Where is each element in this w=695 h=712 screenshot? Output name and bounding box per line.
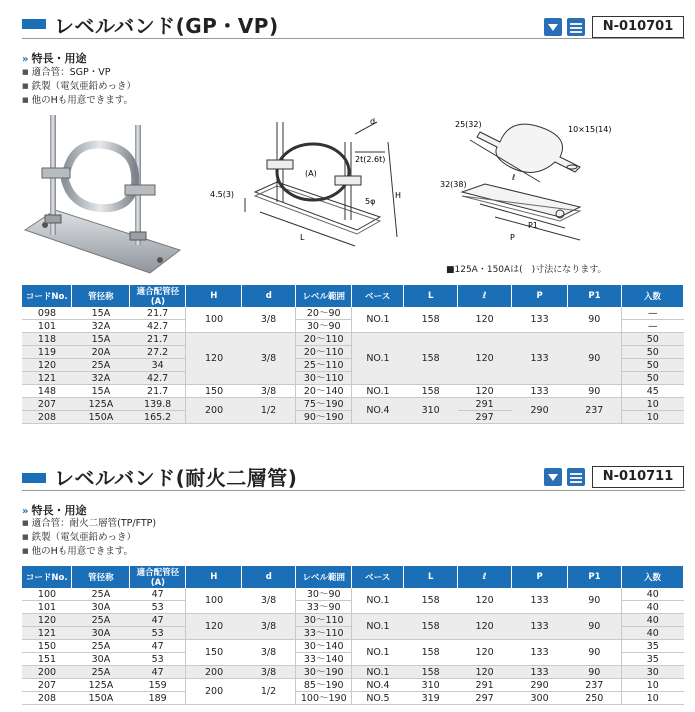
title-marker <box>22 473 46 483</box>
table-header <box>22 566 684 588</box>
table-cell: 33～110 <box>296 627 352 640</box>
table-cell: 1/2 <box>242 398 296 424</box>
column-header: 管径称 <box>72 566 130 588</box>
table-cell: 20～140 <box>296 385 352 398</box>
product-code: N-010701 <box>592 16 684 38</box>
table-cell: 21.7 <box>130 333 186 346</box>
table-cell: 237 <box>568 679 622 692</box>
table-cell: 158 <box>404 307 458 333</box>
table-cell: 90 <box>568 614 622 640</box>
table-cell: 148 <box>22 385 72 398</box>
dim-slot: 10×15(14) <box>568 125 612 134</box>
table-cell: 120 <box>186 614 242 640</box>
table-cell: 35 <box>621 640 683 653</box>
dim-w32: 32(38) <box>440 180 467 189</box>
size-note: ■125A・150Aは( )寸法になります。 <box>446 265 607 275</box>
table-cell: 53 <box>130 601 186 614</box>
table-cell: 15A <box>72 307 130 320</box>
table-cell: 125A <box>72 679 130 692</box>
chevron-right-icon: » <box>22 54 29 65</box>
table-row <box>22 640 684 653</box>
table-cell: 291 <box>458 679 512 692</box>
table-cell: 10 <box>621 411 683 424</box>
table-cell: 150 <box>186 385 242 398</box>
table-cell: 120 <box>22 359 72 372</box>
section-title: レベルバンド(耐火二層管) <box>54 466 298 490</box>
table-cell: NO.1 <box>352 307 404 333</box>
features-list <box>22 66 136 108</box>
table-cell: 100 <box>186 307 242 333</box>
table-cell: 120 <box>458 307 512 333</box>
table-cell: 90 <box>568 333 622 385</box>
table-cell: 150 <box>186 640 242 666</box>
column-header: ℓ <box>458 566 512 588</box>
table-cell: 3/8 <box>242 588 296 614</box>
table-cell: 207 <box>22 679 72 692</box>
table-cell: 133 <box>512 333 568 385</box>
table-cell: 319 <box>404 692 458 705</box>
table-cell: 53 <box>130 627 186 640</box>
table-cell: 158 <box>404 333 458 385</box>
column-header: ベース <box>352 285 404 307</box>
table-cell: 297 <box>458 411 512 424</box>
table-cell: 133 <box>512 307 568 333</box>
table-cell: 20～110 <box>296 346 352 359</box>
dimension-drawing <box>205 112 415 252</box>
chevron-right-icon: » <box>22 506 29 517</box>
table-cell: 150 <box>22 640 72 653</box>
table-cell: NO.4 <box>352 398 404 424</box>
table-row <box>22 692 684 705</box>
table-cell: 208 <box>22 692 72 705</box>
features-heading: » 特長・用途 <box>22 52 87 65</box>
column-header: L <box>404 285 458 307</box>
table-cell: 33～140 <box>296 653 352 666</box>
table-cell: 3/8 <box>242 614 296 640</box>
column-header: コードNo. <box>22 566 72 588</box>
dim-d: d <box>370 117 376 126</box>
features-list <box>22 517 156 559</box>
feature-item: ■ 鉄製（電気亜鉛めっき） <box>22 80 136 94</box>
dim-phi: 5φ <box>365 197 376 206</box>
table-cell: 50 <box>621 346 683 359</box>
table-cell: 3/8 <box>242 333 296 385</box>
table-cell: 300 <box>512 692 568 705</box>
table-cell: 30～90 <box>296 588 352 601</box>
feature-item: ■ 他のHも用意できます。 <box>22 94 136 108</box>
table-cell: 207 <box>22 398 72 411</box>
column-header: H <box>186 566 242 588</box>
product-code: N-010711 <box>592 466 684 488</box>
table-cell: 90～190 <box>296 411 352 424</box>
table-cell: 90 <box>568 666 622 679</box>
table-cell: 42.7 <box>130 372 186 385</box>
table-cell: 159 <box>130 679 186 692</box>
table-cell: 297 <box>458 692 512 705</box>
spec-table <box>22 285 684 424</box>
table-cell: 33～90 <box>296 601 352 614</box>
table-cell: — <box>621 320 683 333</box>
page-title: レベルバンド(GP・VP) <box>54 14 279 38</box>
table-cell: 47 <box>130 640 186 653</box>
table-cell: 90 <box>568 640 622 666</box>
table-cell: 200 <box>186 666 242 679</box>
dim-w25: 25(32) <box>455 120 482 129</box>
table-cell: 200 <box>186 398 242 424</box>
table-cell: 50 <box>621 333 683 346</box>
table-cell: 30～90 <box>296 320 352 333</box>
table-row <box>22 333 684 346</box>
column-header: d <box>242 566 296 588</box>
table-row <box>22 588 684 601</box>
table-cell: 1/2 <box>242 679 296 705</box>
table-cell: 133 <box>512 385 568 398</box>
table-cell: 120 <box>458 385 512 398</box>
table-cell: 42.7 <box>130 320 186 333</box>
column-header: 入数 <box>621 285 683 307</box>
dim-p: P <box>510 233 515 242</box>
table-cell: 310 <box>404 679 458 692</box>
table-cell: 250 <box>568 692 622 705</box>
table-cell: 200 <box>186 679 242 705</box>
column-header: P <box>512 566 568 588</box>
download-icon[interactable] <box>544 468 562 486</box>
table-cell: 133 <box>512 666 568 679</box>
table-row <box>22 398 684 411</box>
grid-icon[interactable] <box>567 468 585 486</box>
table-cell: 30 <box>621 666 683 679</box>
table-cell: 53 <box>130 653 186 666</box>
table-cell: 120 <box>458 666 512 679</box>
column-header: 入数 <box>621 566 683 588</box>
table-cell: 50 <box>621 359 683 372</box>
table-row <box>22 679 684 692</box>
table-cell: 40 <box>621 588 683 601</box>
table-cell: 100～190 <box>296 692 352 705</box>
table-cell: 3/8 <box>242 666 296 679</box>
table-cell: 47 <box>130 614 186 627</box>
table-cell: 120 <box>458 640 512 666</box>
table-cell: 151 <box>22 653 72 666</box>
table-cell: 32A <box>72 320 130 333</box>
table-cell: 133 <box>512 614 568 640</box>
feature-item: ■ 鉄製（電気亜鉛めっき） <box>22 531 156 545</box>
table-cell: 27.2 <box>130 346 186 359</box>
table-cell: NO.1 <box>352 588 404 614</box>
column-header: ベース <box>352 566 404 588</box>
table-cell: 90 <box>568 588 622 614</box>
table-cell: 35 <box>621 653 683 666</box>
dim-h: H <box>395 191 402 200</box>
dim-thk: 4.5(3) <box>210 190 235 199</box>
table-cell: 100 <box>22 588 72 601</box>
band-base-drawing <box>440 112 620 257</box>
table-header <box>22 285 684 307</box>
dim-t: 2t(2.6t) <box>355 155 386 164</box>
features-heading: » 特長・用途 <box>22 504 87 517</box>
table-cell: 20～110 <box>296 333 352 346</box>
column-header: P <box>512 285 568 307</box>
table-cell: 133 <box>512 640 568 666</box>
table-cell: 25A <box>72 640 130 653</box>
table-cell: 21.7 <box>130 385 186 398</box>
feature-item: ■ 適合管：SGP・VP <box>22 66 136 80</box>
table-cell: 310 <box>404 398 458 424</box>
table-cell: 3/8 <box>242 385 296 398</box>
table-cell: 118 <box>22 333 72 346</box>
table-cell: 25A <box>72 614 130 627</box>
table-cell: 120 <box>22 614 72 627</box>
table-cell: 40 <box>621 627 683 640</box>
column-header: L <box>404 566 458 588</box>
table-row <box>22 385 684 398</box>
table-cell: 139.8 <box>130 398 186 411</box>
table-cell: NO.5 <box>352 692 404 705</box>
table-cell: 45 <box>621 385 683 398</box>
column-header: レベル範囲 <box>296 285 352 307</box>
table-cell: 291 <box>458 398 512 411</box>
table-cell: 25A <box>72 588 130 601</box>
column-header: レベル範囲 <box>296 566 352 588</box>
table-cell: 121 <box>22 372 72 385</box>
table-cell: 119 <box>22 346 72 359</box>
table-cell: — <box>621 307 683 320</box>
column-header: 適合配管径(A) <box>130 566 186 588</box>
feature-item: ■ 適合管：耐火二層管(TP/FTP) <box>22 517 156 531</box>
title-marker <box>22 19 46 29</box>
table-cell: 47 <box>130 666 186 679</box>
download-icon[interactable] <box>544 18 562 36</box>
column-header: 適合配管径(A) <box>130 285 186 307</box>
table-cell: 208 <box>22 411 72 424</box>
table-cell: NO.1 <box>352 666 404 679</box>
product-photo <box>20 110 190 275</box>
table-cell: 3/8 <box>242 640 296 666</box>
column-header: P1 <box>568 566 622 588</box>
table-cell: 10 <box>621 679 683 692</box>
table-cell: 32A <box>72 372 130 385</box>
column-header: コードNo. <box>22 285 72 307</box>
table-cell: 150A <box>72 692 130 705</box>
column-header: P1 <box>568 285 622 307</box>
table-cell: 85～190 <box>296 679 352 692</box>
table-cell: NO.1 <box>352 640 404 666</box>
table-cell: NO.4 <box>352 679 404 692</box>
table-cell: 50 <box>621 372 683 385</box>
table-cell: 100 <box>186 588 242 614</box>
table-row <box>22 614 684 627</box>
table-row <box>22 666 684 679</box>
column-header: d <box>242 285 296 307</box>
table-cell: 30～140 <box>296 640 352 653</box>
table-cell: 121 <box>22 627 72 640</box>
table-cell: 10 <box>621 398 683 411</box>
table-cell: 10 <box>621 692 683 705</box>
table-cell: 25～110 <box>296 359 352 372</box>
table-cell: 133 <box>512 588 568 614</box>
table-cell: 158 <box>404 666 458 679</box>
table-cell: 290 <box>512 679 568 692</box>
table-cell: 098 <box>22 307 72 320</box>
table-cell: 40 <box>621 601 683 614</box>
table-cell: 15A <box>72 333 130 346</box>
dim-ell: ℓ <box>512 173 516 182</box>
feature-item: ■ 他のHも用意できます。 <box>22 545 156 559</box>
table-cell: 125A <box>72 398 130 411</box>
table-cell: 3/8 <box>242 307 296 333</box>
table-cell: 200 <box>22 666 72 679</box>
table-cell: 34 <box>130 359 186 372</box>
table-cell: 21.7 <box>130 307 186 320</box>
table-cell: 30～110 <box>296 372 352 385</box>
table-cell: NO.1 <box>352 614 404 640</box>
table-cell: 20～90 <box>296 307 352 320</box>
table-cell: 120 <box>458 333 512 385</box>
table-cell: 120 <box>458 588 512 614</box>
table-cell: 47 <box>130 588 186 601</box>
table-row <box>22 307 684 320</box>
title-underline <box>22 38 685 39</box>
table-cell: 75～190 <box>296 398 352 411</box>
table-cell: 158 <box>404 385 458 398</box>
spec-table <box>22 566 684 705</box>
grid-icon[interactable] <box>567 18 585 36</box>
table-cell: 237 <box>568 398 622 424</box>
table-cell: 90 <box>568 307 622 333</box>
table-cell: NO.1 <box>352 333 404 385</box>
table-cell: 189 <box>130 692 186 705</box>
table-cell: 158 <box>404 588 458 614</box>
table-cell: 30～190 <box>296 666 352 679</box>
table-cell: NO.1 <box>352 385 404 398</box>
table-cell: 165.2 <box>130 411 186 424</box>
table-cell: 158 <box>404 614 458 640</box>
table-cell: 101 <box>22 601 72 614</box>
table-cell: 30A <box>72 653 130 666</box>
table-cell: 30～110 <box>296 614 352 627</box>
dim-a: (A) <box>305 169 317 178</box>
table-cell: 150A <box>72 411 130 424</box>
dim-p1: P1 <box>528 221 538 230</box>
table-cell: 90 <box>568 385 622 398</box>
table-cell: 15A <box>72 385 130 398</box>
table-cell: 30A <box>72 627 130 640</box>
column-header: H <box>186 285 242 307</box>
table-cell: 30A <box>72 601 130 614</box>
table-cell: 25A <box>72 666 130 679</box>
table-cell: 40 <box>621 614 683 627</box>
table-cell: 120 <box>186 333 242 385</box>
table-cell: 290 <box>512 398 568 424</box>
column-header: 管径称 <box>72 285 130 307</box>
dim-l: L <box>300 233 305 242</box>
table-cell: 120 <box>458 614 512 640</box>
table-cell: 158 <box>404 640 458 666</box>
table-cell: 25A <box>72 359 130 372</box>
title-underline <box>22 490 685 491</box>
column-header: ℓ <box>458 285 512 307</box>
table-cell: 20A <box>72 346 130 359</box>
table-cell: 101 <box>22 320 72 333</box>
